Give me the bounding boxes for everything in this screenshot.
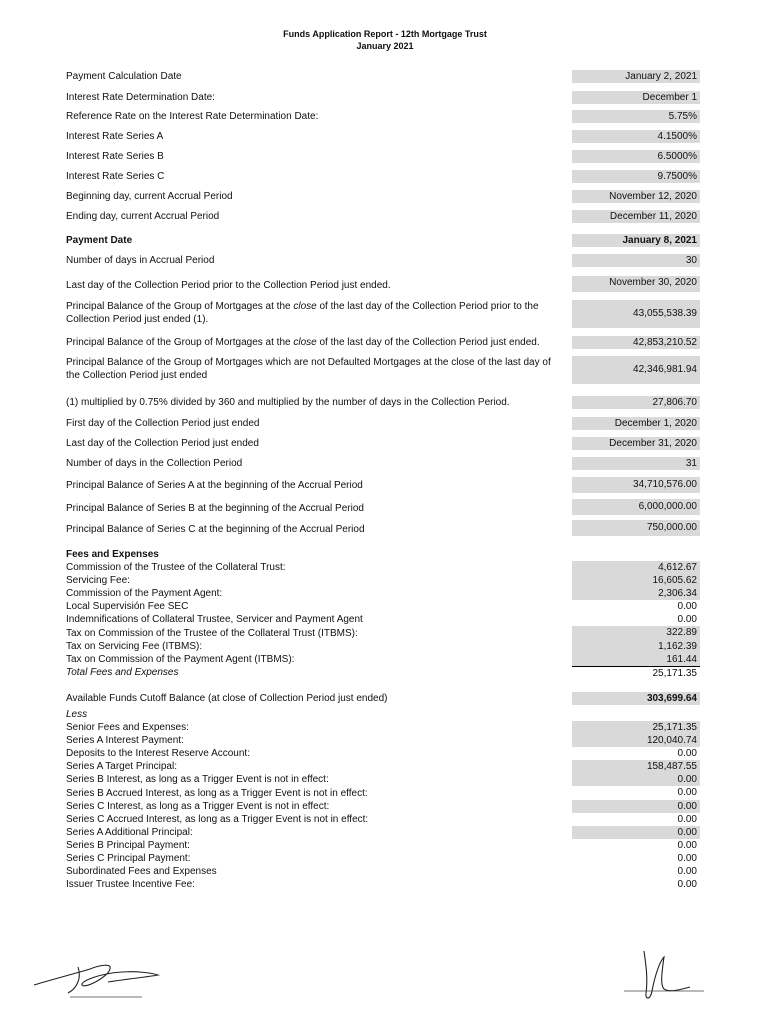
row-label: Available Funds Cutoff Balance (at close of Collection Period just ended): [66, 693, 388, 704]
row-reference-rate: [66, 110, 700, 124]
dist-value: 0.00: [572, 800, 700, 813]
row-value: December 11, 2020: [572, 210, 700, 223]
fees-total-label: Total Fees and Expenses: [66, 666, 179, 678]
dist-value: 0.00: [677, 866, 697, 878]
fee-label: Indemnifications of Collateral Trustee, Servicer and Payment Agent: [66, 614, 363, 626]
fees-heading: Fees and Expenses: [66, 549, 159, 560]
row-label: Principal Balance of the Group of Mortgages at the close of the last day of the Collection Period prior to the Collection Period just ended (1).: [66, 301, 539, 325]
row-label: (1) multiplied by 0.75% divided by 360 and multiplied by the number of days in the Collection Period.: [66, 397, 510, 408]
dist-value: 0.00: [677, 787, 697, 799]
dist-label: Series A Interest Payment:: [66, 735, 184, 747]
row-ending-accrual-period: [66, 210, 700, 224]
dist-value: 0.00: [677, 852, 697, 864]
dist-label: Deposits to the Interest Reserve Account:: [66, 748, 250, 760]
dist-label: Series A Target Principal:: [66, 761, 177, 773]
row-value: 6.5000%: [572, 150, 700, 163]
fee-label: Tax on Servicing Fee (ITBMS):: [66, 640, 203, 652]
signature-left-icon: [30, 955, 170, 1000]
dist-label: Issuer Trustee Incentive Fee:: [66, 879, 195, 891]
fee-value: 16,605.62: [572, 574, 700, 587]
dist-label: Series A Additional Principal:: [66, 826, 193, 838]
fee-label: Tax on Commission of the Payment Agent (ITBMS):: [66, 653, 295, 665]
row-days-accrual-period: [66, 254, 700, 268]
row-payment-date: [66, 234, 700, 248]
row-value: 750,000.00: [572, 520, 700, 536]
row-principal-series-a: [66, 477, 700, 493]
dist-label: Series B Interest, as long as a Trigger Event is not in effect:: [66, 774, 329, 786]
row-principal-series-c: [66, 520, 700, 536]
row-value: January 2, 2021: [572, 70, 700, 83]
row-beginning-accrual-period: [66, 190, 700, 204]
row-value: 6,000,000.00: [572, 499, 700, 515]
row-label: Interest Rate Series C: [66, 171, 165, 182]
row-label: Reference Rate on the Interest Rate Determination Date:: [66, 111, 319, 122]
dist-label: Senior Fees and Expenses:: [66, 722, 189, 734]
row-principal-balance-prior: [66, 300, 700, 328]
dist-label: Series C Principal Payment:: [66, 853, 191, 865]
dist-label: Series C Interest, as long as a Trigger Event is not in effect:: [66, 800, 330, 812]
row-label: Number of days in the Collection Period: [66, 458, 243, 469]
fee-label: Local Supervisión Fee SEC: [66, 601, 189, 613]
fee-label: Commission of the Trustee of the Collateral Trust:: [66, 562, 286, 574]
dist-label: Series B Principal Payment:: [66, 839, 190, 851]
dist-value: 120,040.74: [572, 734, 700, 747]
row-value: 42,853,210.52: [572, 336, 700, 349]
row-label: Principal Balance of Series A at the beginning of the Accrual Period: [66, 480, 363, 491]
row-label: Principal Balance of Series C at the beginning of the Accrual Period: [66, 524, 365, 535]
row-label: Beginning day, current Accrual Period: [66, 191, 233, 202]
fee-label: Tax on Commission of the Trustee of the Collateral Trust (ITBMS):: [66, 627, 358, 639]
fee-value: 0.00: [677, 601, 697, 613]
row-interest-rate-series-c: [66, 170, 700, 184]
row-value: December 31, 2020: [572, 437, 700, 450]
row-value: 9.7500%: [572, 170, 700, 183]
fee-value: 1,162.39: [572, 640, 700, 653]
row-value: 30: [572, 254, 700, 267]
row-interest-rate-determination-date: [66, 91, 700, 105]
row-value: 5.75%: [572, 110, 700, 123]
fee-value: 2,306.34: [572, 587, 700, 600]
row-value: 34,710,576.00: [572, 477, 700, 493]
row-last-day-collection-period: [66, 437, 700, 451]
fees-values: [572, 561, 700, 680]
fee-value: 322.89: [572, 626, 700, 639]
row-first-day-collection-period: [66, 417, 700, 431]
fee-value: 161.44: [572, 653, 700, 666]
fee-value: 4,612.67: [572, 561, 700, 574]
row-interest-rate-series-a: [66, 130, 700, 144]
dist-value: 0.00: [572, 773, 700, 786]
row-days-collection-period: [66, 457, 700, 471]
fee-label: Servicing Fee:: [66, 575, 130, 587]
dist-value: 0.00: [677, 839, 697, 851]
row-label: Last day of the Collection Period just ended: [66, 438, 259, 449]
dist-label: Subordinated Fees and Expenses: [66, 866, 217, 878]
dist-value: 25,171.35: [572, 721, 700, 734]
row-principal-balance-not-defaulted: [66, 356, 700, 384]
row-available-funds: [66, 692, 700, 706]
row-label: Principal Balance of the Group of Mortgages which are not Defaulted Mortgages at the close of the last day of the Collection Period just ended: [66, 357, 551, 381]
dist-value: 158,487.55: [572, 760, 700, 773]
row-value: 42,346,981.94: [572, 356, 700, 384]
row-label: Ending day, current Accrual Period: [66, 211, 220, 222]
dist-value: 0.00: [572, 826, 700, 839]
report-title: Funds Application Report - 12th Mortgage Trust: [283, 29, 487, 39]
row-value: November 30, 2020: [572, 276, 700, 292]
row-value: January 8, 2021: [572, 234, 700, 247]
row-label: Payment Date: [66, 235, 133, 246]
row-payment-calculation-date: [66, 70, 700, 84]
row-label: Payment Calculation Date: [66, 71, 182, 82]
row-label: Principal Balance of the Group of Mortgages at the close of the last day of the Collection Period just ended.: [66, 337, 540, 348]
row-label: Interest Rate Series A: [66, 131, 164, 142]
dist-value: 0.00: [677, 748, 697, 760]
dist-label: Series B Accrued Interest, as long as a Trigger Event is not in effect:: [66, 787, 368, 799]
less-label: Less: [66, 709, 88, 720]
row-multiplied-calculation: [66, 396, 700, 410]
fees-labels: [66, 548, 546, 679]
fees-total-value: 25,171.35: [572, 666, 700, 680]
row-value: 31: [572, 457, 700, 470]
row-label: Last day of the Collection Period prior to the Collection Period just ended.: [66, 280, 391, 291]
row-value: 27,806.70: [572, 396, 700, 409]
row-value: 4.1500%: [572, 130, 700, 143]
dist-label: Series C Accrued Interest, as long as a Trigger Event is not in effect:: [66, 813, 369, 825]
row-value: November 12, 2020: [572, 190, 700, 203]
row-value: 43,055,538.39: [572, 300, 700, 328]
row-principal-series-b: [66, 499, 700, 515]
dist-value: 0.00: [677, 879, 697, 891]
fee-value: 0.00: [677, 614, 697, 626]
row-interest-rate-series-b: [66, 150, 700, 164]
dist-value: 0.00: [677, 813, 697, 825]
row-value: December 1, 2020: [572, 417, 700, 430]
row-value: December 1: [572, 91, 700, 104]
fee-label: Commission of the Payment Agent:: [66, 588, 223, 600]
row-label: Number of days in Accrual Period: [66, 255, 215, 266]
row-last-day-prior-collection-period: [66, 276, 700, 292]
row-label: Principal Balance of Series B at the beginning of the Accrual Period: [66, 503, 364, 514]
row-value: 303,699.64: [572, 692, 700, 705]
signature-right-icon: [620, 945, 710, 1005]
row-label: First day of the Collection Period just ended: [66, 418, 260, 429]
row-label: Interest Rate Series B: [66, 151, 164, 162]
distribution-values: [572, 721, 700, 891]
row-label: Interest Rate Determination Date:: [66, 92, 215, 103]
row-principal-balance-just-ended: [66, 336, 700, 350]
report-subtitle: January 2021: [356, 41, 414, 51]
distribution-labels: [66, 708, 546, 891]
